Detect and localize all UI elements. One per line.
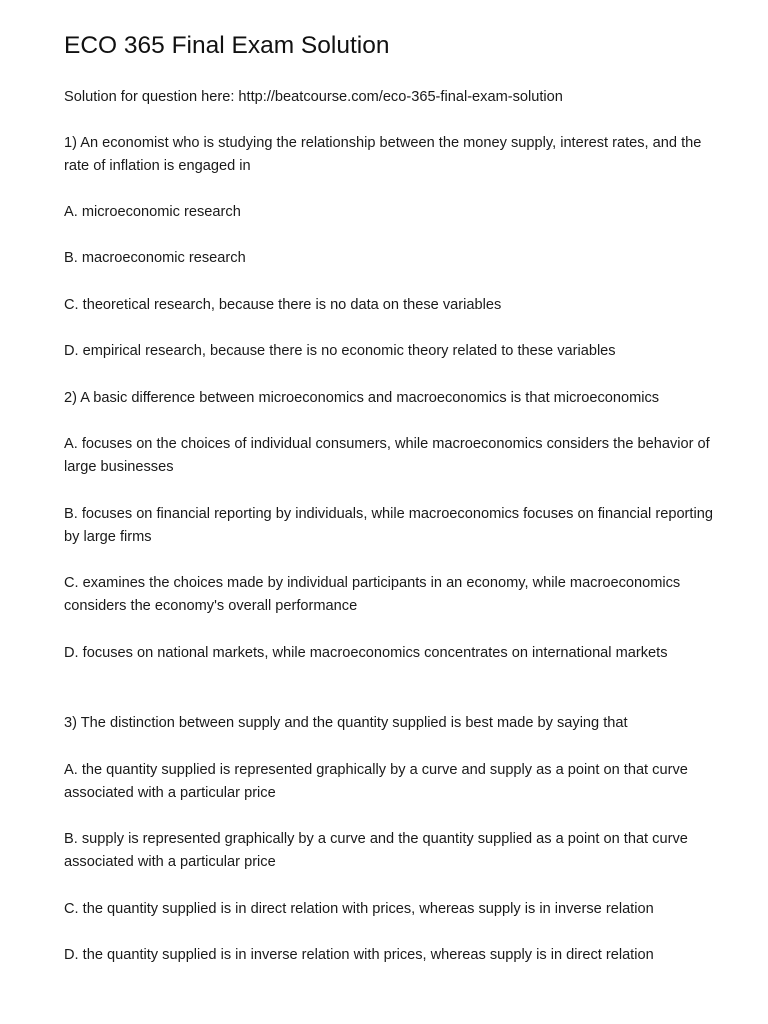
question-1-option-d: D. empirical research, because there is no economic theory related to these variables	[64, 343, 616, 359]
question-1-text: 1) An economist who is studying the relationship between the money supply, interest rates, and the rate of inflation is engaged in	[64, 135, 702, 175]
question-2-text: 2) A basic difference between microeconomics and macroeconomics is that microeconomics	[64, 390, 660, 406]
question-1-option-a: A. microeconomic research	[64, 204, 241, 220]
question-2-option-b: B. focuses on financial reporting by individuals, while macroeconomics focuses on financial reporting by large firms	[64, 506, 713, 546]
question-2-option-c: C. examines the choices made by individual participants in an economy, while macroeconomics considers the economy's overall performance	[64, 575, 681, 615]
question-1-option-c: C. theoretical research, because there is no data on these variables	[64, 297, 502, 313]
document-title: ECO 365 Final Exam Solution	[64, 32, 390, 59]
source-link-line: Solution for question here: http://beatcourse.com/eco-365-final-exam-solution	[64, 89, 563, 105]
question-3-option-d: D. the quantity supplied is in inverse relation with prices, whereas supply is in direct relation	[64, 947, 654, 963]
question-3-option-b: B. supply is represented graphically by a curve and the quantity supplied as a point on that curve associated with a particular price	[64, 831, 688, 871]
question-1-option-b: B. macroeconomic research	[64, 250, 246, 266]
question-3-option-a: A. the quantity supplied is represented graphically by a curve and supply as a point on that curve associated with a particular price	[64, 762, 688, 802]
question-2-option-a: A. focuses on the choices of individual consumers, while macroeconomics considers the behavior of large businesses	[64, 436, 710, 476]
question-3-text: 3) The distinction between supply and the quantity supplied is best made by saying that	[64, 715, 628, 731]
question-2-option-d: D. focuses on national markets, while macroeconomics concentrates on international markets	[64, 645, 668, 661]
question-3-option-c: C. the quantity supplied is in direct relation with prices, whereas supply is in inverse relation	[64, 901, 654, 917]
